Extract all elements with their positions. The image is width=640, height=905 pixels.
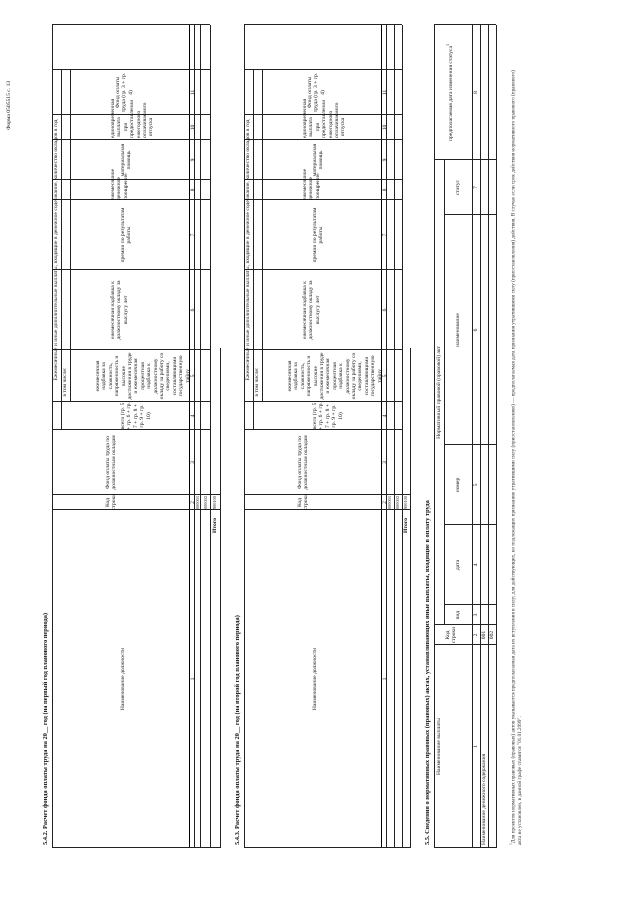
form-code: Форма 0505515 с. 13 bbox=[6, 80, 12, 130]
col-num: 8 bbox=[473, 91, 479, 94]
row-code: 002 bbox=[489, 630, 495, 640]
header-including: в том числе: bbox=[254, 367, 260, 397]
col-num: 9 bbox=[382, 158, 388, 162]
header-col9: материальная помощь bbox=[312, 143, 325, 177]
col-num: 1 bbox=[382, 677, 388, 681]
section-title-542: 5.4.2. Расчет фонда оплаты труда на 20__ год (на первый год планового периода) bbox=[42, 612, 49, 845]
header-col8: ежемесячное денежное поощрение bbox=[110, 168, 129, 200]
col-num: 6 bbox=[190, 308, 196, 312]
header-position-name: Наименование должности bbox=[312, 647, 318, 711]
header-position-name: Наименование должности bbox=[120, 647, 126, 711]
col-num: 2 bbox=[190, 501, 196, 504]
section-title-55: 5.5. Сведения о нормативных правовых (правовых) актах, устанавливающих иные выплаты, входящие в оплату труда bbox=[424, 500, 431, 845]
header-status-change-date bbox=[445, 25, 454, 160]
total-code: 900100 bbox=[403, 495, 408, 510]
header-fund-total: Фонд оплаты труда (гр. 3 + гр. 4) bbox=[307, 72, 326, 113]
header-act-name: наименование bbox=[455, 313, 461, 347]
header-col7: премии по результатам работы bbox=[120, 207, 133, 263]
header-monthly-payments: Ежемесячные и иные дополнительные выплаты, входящие в денежное содержание, количество окладов в год bbox=[53, 119, 59, 381]
col-num: 8 bbox=[382, 188, 388, 192]
col-num: 5 bbox=[382, 374, 388, 378]
header-row-code: Код строки bbox=[445, 626, 458, 644]
header-act-status: статус bbox=[455, 180, 461, 195]
header-col7: премии по результатам работы bbox=[312, 207, 325, 263]
header-row-code: Код строки bbox=[297, 493, 310, 510]
col-num: 5 bbox=[190, 374, 196, 378]
header-col9: материальная помощь bbox=[120, 143, 133, 177]
header-act-number: номер bbox=[455, 477, 461, 493]
col-num: 10 bbox=[382, 124, 388, 131]
row-label: Наименование денежного содержания bbox=[481, 753, 487, 845]
col-num: 1 bbox=[190, 677, 196, 681]
col-num: 8 bbox=[190, 188, 196, 192]
row-code: 001 bbox=[481, 630, 487, 640]
row-code: 000001 bbox=[195, 495, 200, 510]
col-num: 11 bbox=[382, 89, 388, 96]
header-total: всего (гр. 5 + гр. 6 + гр. 7 + гр. 8 + гр. 9 + гр. 10) bbox=[312, 402, 344, 430]
col-num: 7 bbox=[382, 233, 388, 237]
col-num: 4 bbox=[190, 414, 196, 418]
col-num: 9 bbox=[190, 158, 196, 162]
header-col6: ежемесячная надбавка к должностному окладу за выслугу лет bbox=[302, 280, 321, 340]
row-code: 000001 bbox=[387, 495, 392, 510]
header-fund-salary: Фонд оплаты труда по должностным окладам bbox=[105, 435, 118, 490]
row-code: 000002 bbox=[395, 495, 400, 510]
col-num: 7 bbox=[190, 233, 196, 237]
header-including: в том числе: bbox=[62, 367, 68, 397]
header-payment-name: Наименование выплаты bbox=[436, 718, 442, 775]
total-code: 900100 bbox=[212, 495, 217, 510]
col-num: 3 bbox=[190, 461, 196, 464]
header-col10: единовременная выплата при предоставлении ежегодного оплачиваемого отпуска bbox=[302, 98, 347, 138]
header-col8: ежемесячное денежное поощрение bbox=[302, 168, 321, 200]
col-num: 11 bbox=[190, 89, 196, 96]
header-legal-act: Нормативный правовой (правовой) акт bbox=[436, 346, 442, 439]
col-num: 6 bbox=[382, 308, 388, 312]
col-num: 4 bbox=[382, 414, 388, 418]
col-num: 3 bbox=[473, 613, 479, 617]
header-col5: ежемесячная надбавка за сложность, напряженность и высокие достижения в труде и ежемесячная процентная надбавка к должностному окладу за работу со сведениями, составляющими государственную тайну bbox=[287, 352, 383, 400]
total-label: Итого bbox=[212, 517, 218, 533]
header-fund-salary: Фонд оплаты труда по должностным окладам bbox=[297, 435, 310, 490]
header-fund-total: Фонд оплаты труда (гр. 3 + гр. 4) bbox=[115, 72, 134, 113]
col-num: 2 bbox=[473, 633, 479, 637]
header-act-kind: вид bbox=[455, 610, 461, 620]
total-label: Итого bbox=[403, 517, 409, 533]
header-row-code: Код строки bbox=[105, 493, 118, 510]
footnote-mark: 1 bbox=[509, 843, 513, 845]
col-num: 3 bbox=[382, 461, 388, 464]
section-title-543: 5.4.3. Расчет фонда оплаты труда на 20__ год (на второй год планового периода) bbox=[234, 615, 241, 845]
header-total: всего (гр. 5 + гр. 6 + гр. 7 + гр. 8 + гр. 9 + гр. 10) bbox=[120, 402, 152, 430]
header-act-date: дата bbox=[455, 559, 461, 571]
header-col5: ежемесячная надбавка за сложность, напряженность и высокие достижения в труде и ежемесячная процентная надбавка к должностному окладу за работу со сведениями, составляющими государственную тайну bbox=[95, 352, 191, 400]
row-code: 000002 bbox=[203, 495, 208, 510]
col-num: 4 bbox=[473, 563, 479, 567]
header-col6: ежемесячная надбавка к должностному окладу за выслугу лет bbox=[110, 280, 129, 340]
col-num: 6 bbox=[473, 328, 479, 332]
footnote-ref: 1 bbox=[445, 44, 450, 47]
header-col10: единовременная выплата при предоставлении ежегодного оплачиваемого отпуска bbox=[110, 98, 155, 138]
col-num: 2 bbox=[382, 501, 388, 504]
col-num: 7 bbox=[473, 186, 479, 189]
col-num: 1 bbox=[473, 745, 479, 748]
header-monthly-payments: Ежемесячные и иные дополнительные выплаты, входящие в денежное содержание, количество окладов в год bbox=[245, 119, 251, 381]
footnote-text: Для проектов нормативных правовых (правовых) актов указывается предполагаемая дата их вступления в силу; для действующих, но подлежащих признанию утратившими силу (приостановлению) — предполагаемая дата признания утратившими силу (приостановления) действия. В случае если срок действия нормативного правового (правового) акта не установлен, в данной графе ставится "01.01.2099". bbox=[510, 70, 523, 845]
col-num: 10 bbox=[190, 124, 196, 131]
col-num: 5 bbox=[473, 483, 479, 487]
footnote bbox=[508, 65, 523, 845]
header-status-change-date-text: предполагаемая дата изменения статуса bbox=[447, 46, 454, 141]
